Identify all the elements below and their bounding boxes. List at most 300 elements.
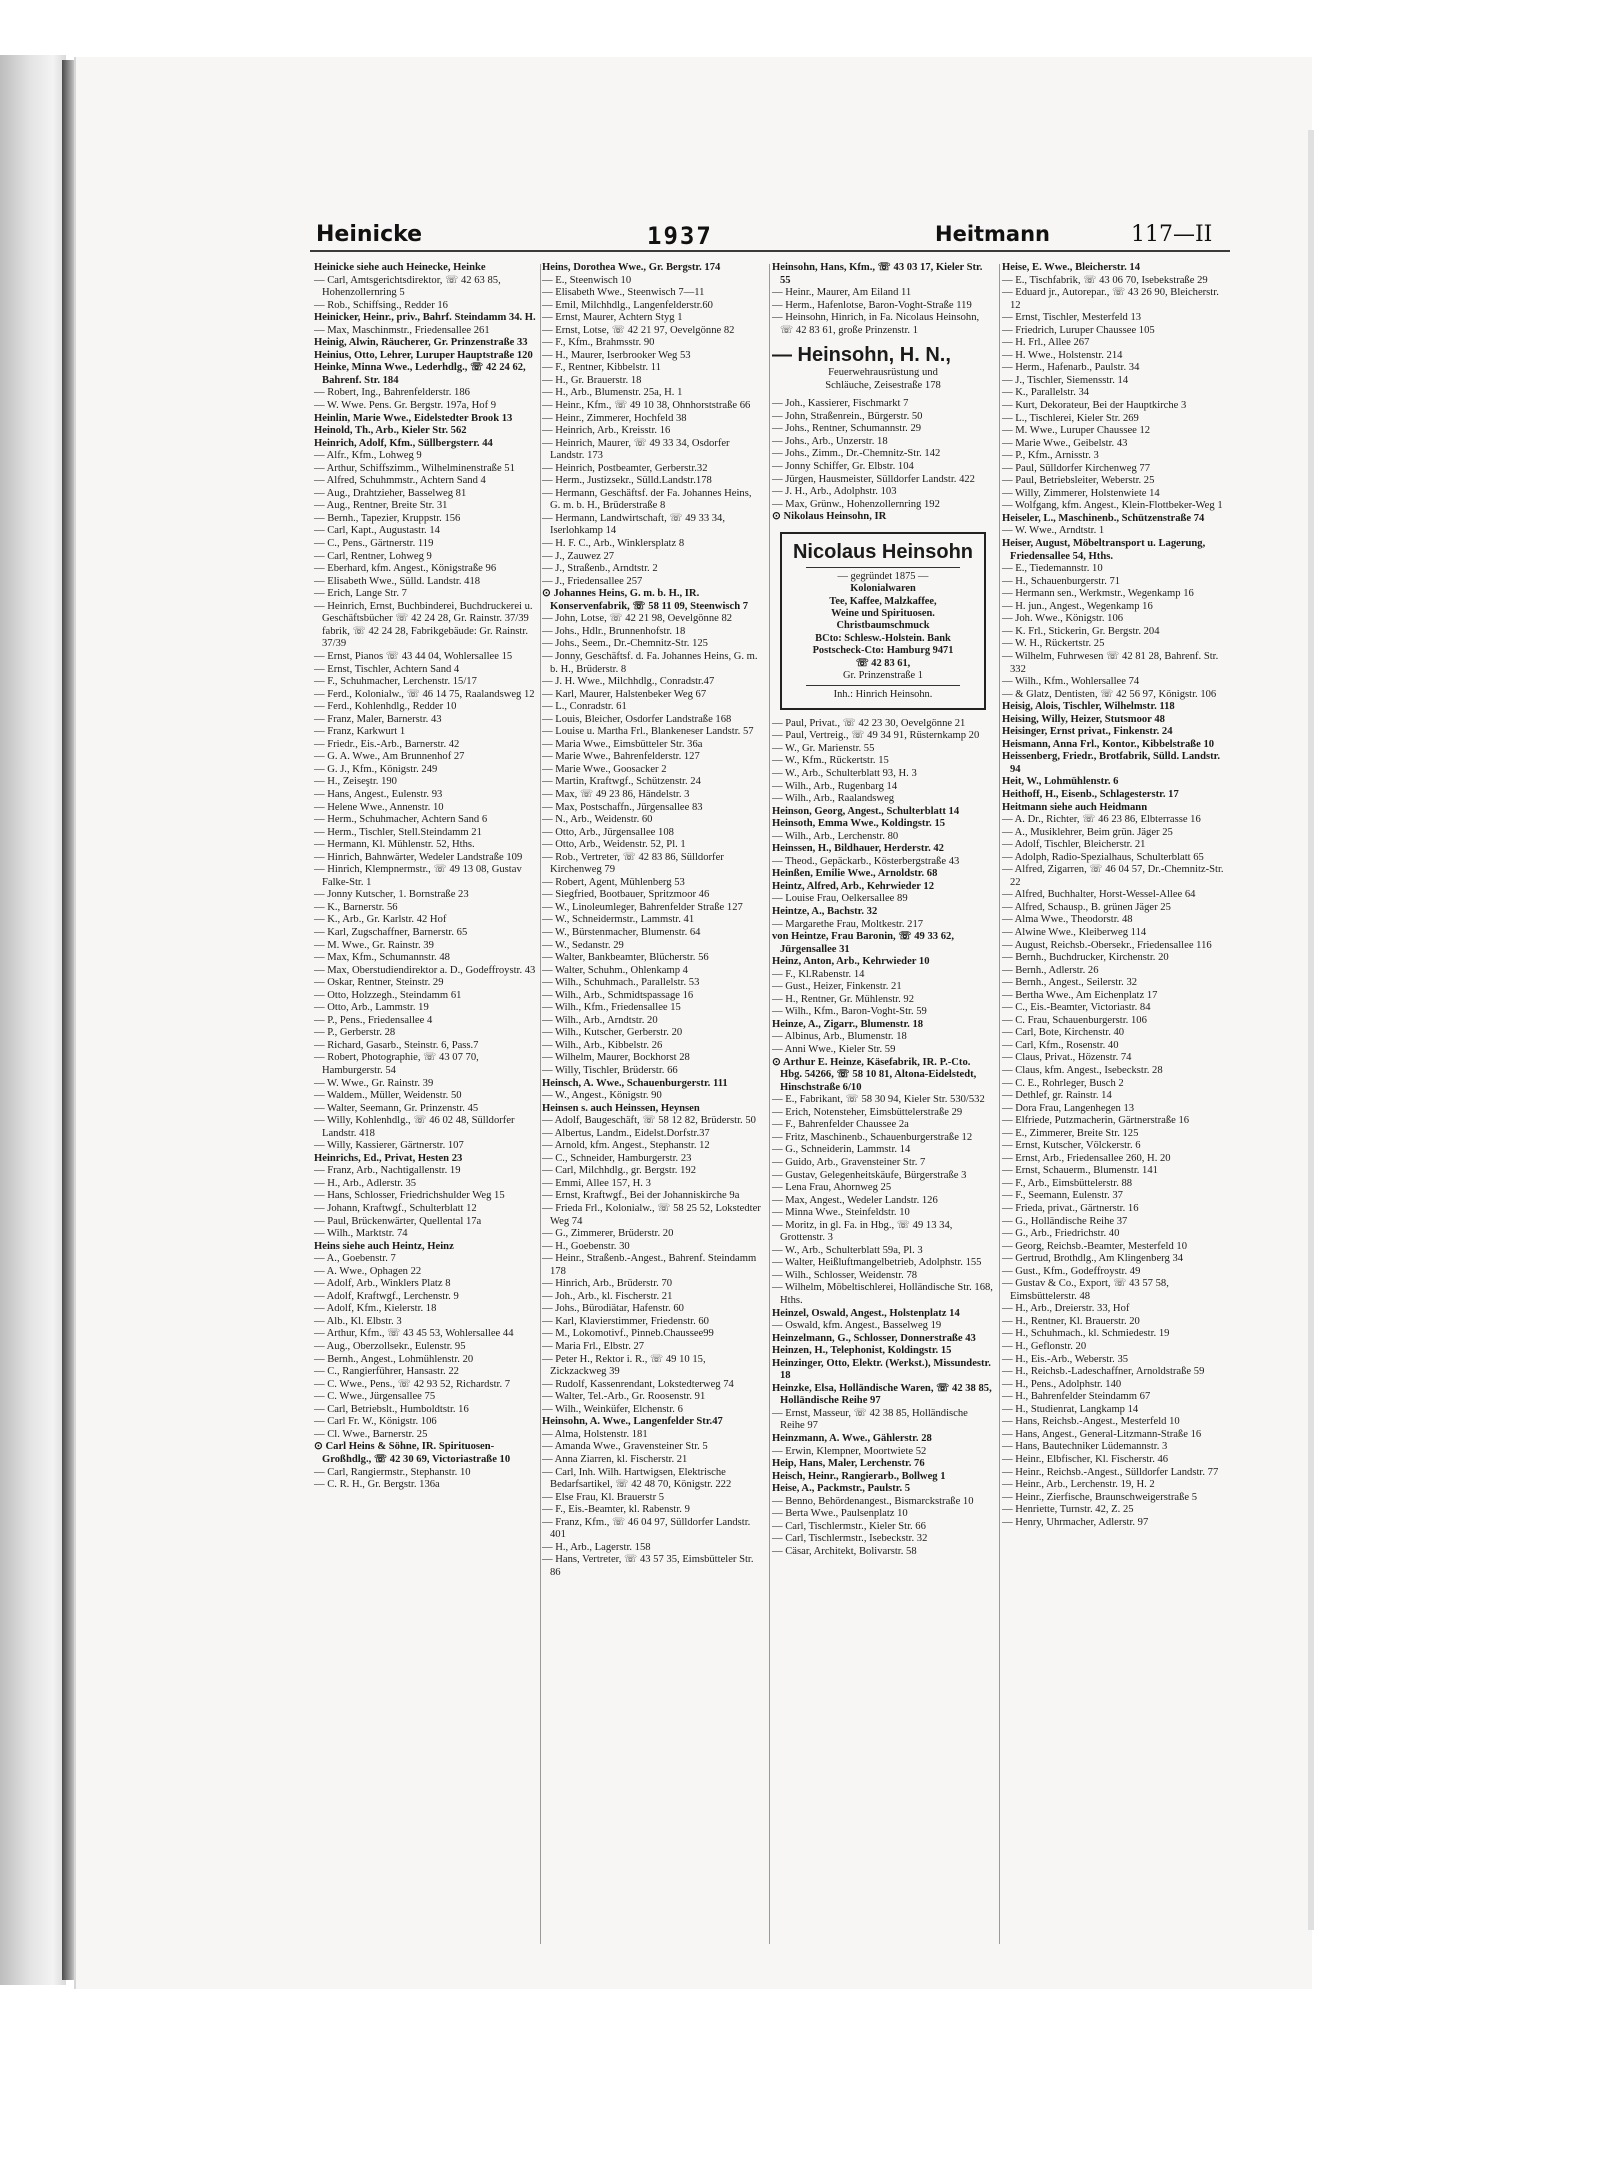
directory-entry: Heinson, Georg, Angest., Schulterblatt 14 bbox=[772, 805, 960, 817]
directory-entry: — Joh., Kassierer, Fischmarkt 7 bbox=[772, 398, 909, 410]
directory-entry: — Adolf, Arb., Winklers Platz 8 bbox=[314, 1278, 451, 1290]
directory-entry: — Herm., Hafenarb., Paulstr. 34 bbox=[1002, 362, 1140, 374]
directory-entry: — Fritz, Maschinenb., Schauenburgerstraße 12 bbox=[772, 1131, 973, 1143]
directory-entry: — W., Kfm., Rückertstr. 15 bbox=[772, 755, 889, 767]
directory-entry: — Kurt, Dekorateur, Bei der Hauptkirche 3 bbox=[1002, 400, 1187, 412]
ad-nicolaus-line: Inh.: Hinrich Heinsohn. bbox=[833, 689, 933, 701]
directory-entry: — K., Arb., Gr. Karlstr. 42 Hof bbox=[314, 914, 447, 926]
directory-entry: — Margarethe Frau, Moltkestr. 217 bbox=[772, 918, 924, 930]
directory-entry: — Walter, Bankbeamter, Blücherstr. 56 bbox=[542, 952, 709, 964]
directory-entry: Heinßen, Emilie Wwe., Arnoldstr. 68 bbox=[772, 868, 938, 880]
directory-entry: Heins, Dorothea Wwe., Gr. Bergstr. 174 bbox=[542, 262, 721, 273]
directory-entry: — Martin, Kraftwgf., Schützenstr. 24 bbox=[542, 776, 701, 788]
directory-entry: — H., Zeiseştr. 190 bbox=[314, 776, 397, 788]
running-head-last-entry: Heitmann bbox=[935, 222, 1051, 246]
ad-heinsohn-hn-line: Schläuche, Zeisestraße 178 bbox=[825, 379, 941, 391]
directory-entry: — Heinsohn, Hinrich, in Fa. Nicolaus Heinsohn, ☏ 42 83 61, große Prinzenstr. 1 bbox=[772, 312, 980, 336]
directory-entry: — Friedrich, Luruper Chaussee 105 bbox=[1002, 324, 1155, 336]
directory-entry: — Arthur, Schiffszimm., Wilhelminenstraße 51 bbox=[314, 462, 515, 474]
directory-entry: Heising, Willy, Heizer, Stutsmoor 48 bbox=[1002, 713, 1165, 725]
directory-entry: Heinig, Alwin, Räucherer, Gr. Prinzenstraße 33 bbox=[314, 337, 528, 349]
directory-entry: Heintz, Alfred, Arb., Kehrwieder 12 bbox=[772, 880, 935, 892]
directory-entry: — F., Kl.Rabenstr. 14 bbox=[772, 968, 865, 980]
directory-entry: — C., Eis.-Beamter, Victoriastr. 84 bbox=[1002, 1002, 1151, 1014]
directory-entry: — H. Wwe., Holstenstr. 214 bbox=[1002, 349, 1123, 361]
directory-entry: — H., Arb., Dreierstr. 33, Hof bbox=[1002, 1303, 1130, 1315]
directory-entry: — Johs., Rentner, Schumannstr. 29 bbox=[772, 423, 922, 435]
directory-entry: — Louise u. Martha Frl., Blankeneser Landstr. 57 bbox=[542, 726, 754, 738]
directory-entry: — Herm., Hafenlotse, Baron-Voght-Straße 119 bbox=[772, 299, 972, 311]
directory-entry: — Hans, Reichsb.-Angest., Mesterfeld 10 bbox=[1002, 1416, 1180, 1428]
directory-entry: — F., Schuhmacher, Lerchenstr. 15/17 bbox=[314, 676, 477, 688]
ad-heinsohn-hn-name: — Heinsohn, H. N., bbox=[772, 344, 951, 367]
directory-entry: Heinsen s. auch Heinssen, Heynsen bbox=[542, 1102, 700, 1114]
directory-entry: — Berta Wwe., Paulsenplatz 10 bbox=[772, 1508, 908, 1520]
directory-entry: — A., Goebenstr. 7 bbox=[314, 1253, 396, 1265]
directory-entry: — Erich, Notensteher, Eimsbüttelerstraße 29 bbox=[772, 1106, 963, 1118]
directory-entry: Heinrichs, Ed., Privat, Hesten 23 bbox=[314, 1152, 463, 1164]
directory-entry: — Carl, Kfm., Rosenstr. 40 bbox=[1002, 1039, 1119, 1051]
directory-entry: — P., Kfm., Arnisstr. 3 bbox=[1002, 450, 1099, 462]
directory-entry: — Heinr., Zierfische, Braunschweigerstraße 5 bbox=[1002, 1491, 1198, 1503]
directory-entry: — H., Goebenstr. 30 bbox=[542, 1240, 630, 1252]
directory-entry: — E., Tiedemannstr. 10 bbox=[1002, 563, 1103, 575]
directory-entry: Heinzelmann, G., Schlosser, Donnerstraße 43 bbox=[772, 1332, 976, 1344]
directory-entry: — Friedr., Eis.-Arb., Barnerstr. 42 bbox=[314, 738, 460, 750]
directory-entry: — Bertha Wwe., Am Eichenplatz 17 bbox=[1002, 989, 1158, 1001]
directory-entry: — Willy, Tischler, Brüderstr. 66 bbox=[542, 1065, 678, 1076]
directory-entry: Heinke, Minna Wwe., Lederhdlg., ☏ 42 24 62, Bahrenf. Str. 184 bbox=[314, 362, 526, 386]
directory-entry: — F., Bahrenfelder Chaussee 2a bbox=[772, 1119, 909, 1131]
directory-entry: — Otto, Arb., Weidenstr. 52, Pl. 1 bbox=[542, 839, 686, 851]
directory-entry: — Elisabeth Wwe., Steenwisch 7—11 bbox=[542, 287, 705, 299]
directory-entry: — Emil, Milchhdlg., Langenfelderstr.60 bbox=[542, 299, 713, 311]
directory-entry: Heiseler, L., Maschinenb., Schützenstraße 74 bbox=[1002, 512, 1205, 524]
directory-entry: — Louise Frau, Oelkersallee 89 bbox=[772, 893, 908, 905]
directory-entry: — Wilh., Arb., Raalandsweg bbox=[772, 793, 895, 805]
directory-entry: — Hinrich, Klempnermstr., ☏ 49 13 08, Gustav Falke-Str. 1 bbox=[314, 864, 522, 888]
directory-entry: Heinzke, Elsa, Holländische Waren, ☏ 42 38 85, Holländische Reihe 97 bbox=[772, 1382, 992, 1407]
directory-entry: — Herm., Schuhmacher, Achtern Sand 6 bbox=[314, 814, 488, 826]
directory-column-2 bbox=[542, 262, 764, 1579]
directory-entry: — A. Wwe., Ophagen 22 bbox=[314, 1265, 422, 1277]
ad-nicolaus-line: Christbaumschmuck bbox=[836, 620, 930, 632]
directory-entry: — Wilh., Marktstr. 74 bbox=[314, 1228, 408, 1240]
directory-entry: — F., Kfm., Brahmsstr. 90 bbox=[542, 337, 655, 349]
directory-entry: — W., Bürstenmacher, Blumenstr. 64 bbox=[542, 926, 701, 938]
directory-entry: — Minna Wwe., Steinfeldstr. 10 bbox=[772, 1207, 910, 1219]
directory-column-4 bbox=[1002, 262, 1224, 1529]
directory-entry: — E., Tischfabrik, ☏ 43 06 70, Isebekstraße 29 bbox=[1002, 274, 1208, 286]
column-3-entries-bottom bbox=[772, 718, 994, 1559]
directory-entry: — Alwine Wwe., Kleiberweg 114 bbox=[1002, 926, 1147, 938]
directory-entry: — Oswald, kfm. Angest., Basselweg 19 bbox=[772, 1320, 942, 1332]
directory-entry: — Marie Wwe., Geibelstr. 43 bbox=[1002, 437, 1128, 449]
directory-entry: von Heintze, Frau Baronin, ☏ 49 33 62, Jürgensallee 31 bbox=[772, 931, 954, 955]
directory-entry: — H., Schauenburgerstr. 71 bbox=[1002, 575, 1121, 587]
directory-entry: — Johann, Kraftwgf., Schulterblatt 12 bbox=[314, 1203, 477, 1215]
directory-entry: — J., Straßenb., Arndtstr. 2 bbox=[542, 563, 658, 575]
directory-entry: — Wilh., Arb., Rugenbarg 14 bbox=[772, 780, 898, 792]
directory-entry: — Max, Maschinmstr., Friedensallee 261 bbox=[314, 324, 490, 336]
directory-entry: — G. J., Kfm., Königstr. 249 bbox=[314, 763, 438, 775]
directory-entry: — Theod., Gepäckarb., Kösterbergstraße 43 bbox=[772, 855, 960, 867]
directory-entry: — Eberhard, kfm. Angest., Königstraße 96 bbox=[314, 563, 497, 575]
directory-entry: — Johs., Bürodiätar, Hafenstr. 60 bbox=[542, 1303, 684, 1315]
directory-entry: — Carl, Inh. Wilh. Hartwigsen, Elektrische Bedarfsartikel, ☏ 42 48 70, Königstr. 222 bbox=[542, 1466, 732, 1491]
directory-entry: — W., Schneidermstr., Lammstr. 41 bbox=[542, 914, 695, 926]
directory-entry: — Richard, Gasarb., Steinstr. 6, Pass.7 bbox=[314, 1039, 479, 1051]
directory-entry: — W. H., Rückertstr. 25 bbox=[1002, 638, 1105, 650]
directory-entry: — Rob., Vertreter, ☏ 42 83 86, Sülldorfer Kirchenweg 79 bbox=[542, 851, 724, 876]
directory-entry: — Otto, Arb., Lammstr. 19 bbox=[314, 1002, 429, 1014]
directory-entry: — Carl, Rentner, Lohweg 9 bbox=[314, 550, 432, 562]
directory-entry: — John, Lotse, ☏ 42 21 98, Oevelgönne 82 bbox=[542, 613, 733, 625]
directory-entry: — F., Eis.-Beamter, kl. Rabenstr. 9 bbox=[542, 1504, 690, 1516]
directory-entry: — H., Eis.-Arb., Weberstr. 35 bbox=[1002, 1353, 1129, 1365]
directory-entry: — Carl Fr. W., Königstr. 106 bbox=[314, 1416, 437, 1428]
directory-entry: — Carl, Tischlermstr., Kieler Str. 66 bbox=[772, 1520, 926, 1532]
ad-divider bbox=[806, 567, 960, 568]
directory-entry: — Adolph, Radio-Spezialhaus, Schulterblatt 65 bbox=[1002, 851, 1204, 863]
directory-entry: — M. Wwe., Luruper Chaussee 12 bbox=[1002, 425, 1151, 437]
directory-entry: — Dora Frau, Langenhegen 13 bbox=[1002, 1102, 1135, 1114]
directory-entry: — Gust., Kfm., Godeffroystr. 49 bbox=[1002, 1265, 1141, 1277]
directory-entry: ⊙ Johannes Heins, G. m. b. H., IR. Konservenfabrik, ☏ 58 11 09, Steenwisch 7 bbox=[542, 588, 749, 612]
directory-entry: ⊙ Nikolaus Heinsohn, IR bbox=[772, 511, 887, 523]
directory-entry: — H., Studienrat, Langkamp 14 bbox=[1002, 1403, 1139, 1415]
directory-entry: — Herm., Justizsekr., Sülld.Landstr.178 bbox=[542, 475, 712, 487]
directory-entry: — Karl, Zugschaffner, Barnerstr. 65 bbox=[314, 926, 468, 938]
directory-entry: — Carl, Rangiermstr., Stephanstr. 10 bbox=[314, 1466, 471, 1478]
directory-entry: — Wilh., Arb., Schmidtspassage 16 bbox=[542, 989, 694, 1001]
directory-entry: — Ernst, Lotse, ☏ 42 21 97, Oevelgönne 82 bbox=[542, 324, 735, 336]
directory-entry: — Ernst, Arb., Friedensallee 260, H. 20 bbox=[1002, 1152, 1171, 1164]
directory-entry: — Max, Oberstudiendirektor a. D., Godeffroystr. 43 bbox=[314, 964, 536, 976]
directory-entry: — Adolf, Baugeschäft, ☏ 58 12 82, Brüderstr. 50 bbox=[542, 1115, 756, 1127]
directory-entry: — H., Bahrenfelder Steindamm 67 bbox=[1002, 1391, 1151, 1403]
directory-entry: — L., Tischlerei, Kieler Str. 269 bbox=[1002, 412, 1139, 424]
directory-entry: — Guido, Arb., Gravensteiner Str. 7 bbox=[772, 1156, 926, 1168]
directory-entry: — Robert, Agent, Mühlenberg 53 bbox=[542, 876, 685, 888]
directory-entry: — W., Arb., Schulterblatt 93, H. 3 bbox=[772, 768, 917, 779]
directory-entry: — Jonny, Geschäftsf. d. Fa. Johannes Heins, G. m. b. H., Brüderstr. 8 bbox=[542, 650, 758, 675]
column-divider bbox=[999, 264, 1000, 1944]
directory-entry: — Joh. Wwe., Königstr. 106 bbox=[1002, 613, 1124, 625]
directory-entry: — Heinrich, Postbeamter, Gerberstr.32 bbox=[542, 462, 708, 474]
directory-entry: — Ernst, Masseur, ☏ 42 38 85, Holländische Reihe 97 bbox=[772, 1407, 968, 1432]
directory-entry: — Albertus, Landm., Eidelst.Dorfstr.37 bbox=[542, 1127, 710, 1139]
directory-entry: — Max, Kfm., Schumannstr. 48 bbox=[314, 952, 450, 964]
header-rule bbox=[310, 250, 1230, 252]
directory-entry: — Moritz, in gl. Fa. in Hbg., ☏ 49 13 34, Grottenstr. 3 bbox=[772, 1219, 953, 1244]
directory-entry: — Elfriede, Putzmacherin, Gärtnerstraße 16 bbox=[1002, 1115, 1190, 1127]
directory-entry: — Maria Wwe., Eimsbütteler Str. 36a bbox=[542, 738, 703, 750]
directory-entry: — H. Frl., Allee 267 bbox=[1002, 337, 1090, 349]
directory-entry: — John, Straßenrein., Bürgerstr. 50 bbox=[772, 410, 923, 422]
directory-entry: — Helene Wwe., Annenstr. 10 bbox=[314, 801, 444, 813]
directory-entry: — Alfred, Schuhmmstr., Achtern Sand 4 bbox=[314, 475, 486, 487]
directory-entry: — Heinrich, Ernst, Buchbinderei, Buchdruckerei u. Geschäftsbücher ☏ 42 24 28, Gr. Rainstr. 37/39 fabrik, ☏ 42 24 28, Fabrikgebäude: Gr. Rainstr. 37/39 bbox=[314, 600, 533, 650]
directory-entry: Heisch, Heinr., Rangierarb., Bollweg 1 bbox=[772, 1470, 946, 1482]
directory-entry: Heiser, August, Möbeltransport u. Lagerung, Friedensallee 54, Hths. bbox=[1002, 538, 1206, 562]
directory-entry: — Walter, Tel.-Arb., Gr. Roosenstr. 91 bbox=[542, 1391, 706, 1403]
directory-entry: Heissenberg, Friedr., Brotfabrik, Sülld. Landstr. 94 bbox=[1002, 751, 1220, 775]
directory-entry: — Wilh., Kutscher, Gerberstr. 20 bbox=[542, 1027, 683, 1039]
directory-entry: — Adolf, Kraftwgf., Lerchenstr. 9 bbox=[314, 1290, 459, 1302]
directory-entry: — Frieda Frl., Kolonialw., ☏ 58 25 52, Lokstedter Weg 74 bbox=[542, 1203, 761, 1227]
directory-entry: — Franz, Maler, Barnerstr. 43 bbox=[314, 713, 442, 725]
directory-entry: — G. A. Wwe., Am Brunnenhof 27 bbox=[314, 751, 465, 763]
directory-entry: — Heinr., Straßenb.-Angest., Bahrenf. Steindamm 178 bbox=[542, 1253, 757, 1277]
directory-entry: — C., Pens., Gärtnerstr. 119 bbox=[314, 538, 434, 550]
directory-entry: — Adolf, Kfm., Kielerstr. 18 bbox=[314, 1303, 437, 1315]
directory-entry: — K., Parallelstr. 34 bbox=[1002, 387, 1090, 399]
directory-entry: — Herm., Tischler, Stell.Steindamm 21 bbox=[314, 826, 482, 838]
directory-entry: — Rudolf, Kassenrendant, Lokstedterweg 74 bbox=[542, 1378, 734, 1390]
directory-entry: — Lena Frau, Ahornweg 25 bbox=[772, 1182, 892, 1194]
directory-entry: — Alfr., Kfm., Lohweg 9 bbox=[314, 450, 422, 462]
directory-entry: — J., Tischler, Siemensstr. 14 bbox=[1002, 374, 1129, 386]
directory-entry: — Ernst, Tischler, Achtern Sand 4 bbox=[314, 663, 460, 675]
directory-entry: — Ernst, Tischler, Mesterfeld 13 bbox=[1002, 312, 1142, 324]
directory-entry: — Benno, Behördenangest., Bismarckstraße 10 bbox=[772, 1495, 974, 1507]
directory-entry: — G., Schneiderin, Lammstr. 14 bbox=[772, 1144, 911, 1156]
directory-entry: — W., Linoleumleger, Bahrenfelder Straße 127 bbox=[542, 901, 743, 913]
directory-entry: — W., Angest., Königstr. 90 bbox=[542, 1090, 662, 1102]
ad-nicolaus-name: Nicolaus Heinsohn bbox=[792, 540, 974, 563]
directory-entry: — Cäsar, Architekt, Bolivarstr. 58 bbox=[772, 1545, 917, 1557]
directory-entry: — Max, Angest., Wedeler Landstr. 126 bbox=[772, 1194, 938, 1206]
directory-entry: — Wilh., Schuhmach., Parallelstr. 53 bbox=[542, 977, 700, 989]
directory-entry: — Erich, Lange Str. 7 bbox=[314, 588, 407, 600]
directory-entry: Heinzel, Oswald, Angest., Holstenplatz 14 bbox=[772, 1307, 960, 1319]
directory-entry: — Wilh., Weinküfer, Elchenstr. 6 bbox=[542, 1403, 683, 1415]
directory-entry: — C. Frau, Schauenburgerstr. 106 bbox=[1002, 1014, 1147, 1026]
directory-entry: Heintze, A., Bachstr. 32 bbox=[772, 906, 878, 918]
directory-entry: — N., Arb., Weidenstr. 60 bbox=[542, 814, 653, 826]
directory-entry: — W., Sedanstr. 29 bbox=[542, 939, 624, 951]
directory-entry: — C., Rangierführer, Hansastr. 22 bbox=[314, 1366, 459, 1378]
directory-entry: — Peter H., Rektor i. R., ☏ 49 10 15, Zickzackweg 39 bbox=[542, 1353, 706, 1378]
directory-entry: — Willy, Kassierer, Gärtnerstr. 107 bbox=[314, 1140, 464, 1152]
directory-entry: Heinsch, A. Wwe., Schauenburgerstr. 111 bbox=[542, 1077, 728, 1089]
directory-entry: — Eduard jr., Autorepar., ☏ 43 26 90, Bleicherstr. 12 bbox=[1002, 287, 1219, 311]
directory-entry: — Elisabeth Wwe., Sülld. Landstr. 418 bbox=[314, 575, 481, 587]
directory-entry: — Louis, Bleicher, Osdorfer Landstraße 168 bbox=[542, 713, 732, 725]
directory-entry: Heinsohn, Hans, Kfm., ☏ 43 03 17, Kieler Str. 55 bbox=[772, 262, 983, 286]
scan-top-border bbox=[0, 0, 1600, 50]
directory-entry: — Claus, kfm. Angest., Isebeckstr. 28 bbox=[1002, 1065, 1163, 1076]
directory-entry: — Ernst, Schauerm., Blumenstr. 141 bbox=[1002, 1165, 1158, 1177]
ad-nicolaus-line: Gr. Prinzenstraße 1 bbox=[843, 670, 923, 681]
ad-nicolaus-line: — gegründet 1875 — bbox=[837, 570, 929, 582]
directory-entry: — J., Friedensallee 257 bbox=[542, 575, 643, 587]
directory-entry: — K. Frl., Stickerin, Gr. Bergstr. 204 bbox=[1002, 625, 1160, 637]
directory-entry: — Max, ☏ 49 23 86, Händelstr. 3 bbox=[542, 788, 690, 800]
directory-entry: — M. Wwe., Gr. Rainstr. 39 bbox=[314, 939, 434, 951]
directory-entry: — August, Reichsb.-Obersekr., Friedensallee 116 bbox=[1002, 939, 1212, 951]
directory-entry: — Paul, Betriebsleiter, Weberstr. 25 bbox=[1002, 475, 1155, 487]
directory-entry: — F., Rentner, Kibbelstr. 11 bbox=[542, 362, 661, 374]
ad-nicolaus-line: Kolonialwaren bbox=[850, 583, 916, 595]
directory-entry: — W. Wwe. Pens. Gr. Bergstr. 197a, Hof 9 bbox=[314, 400, 497, 412]
directory-entry: Heisinger, Ernst privat., Finkenstr. 24 bbox=[1002, 726, 1173, 738]
directory-entry: — Alma, Holstenstr. 181 bbox=[542, 1428, 648, 1440]
directory-entry: — M., Lokomotivf., Pinneb.Chaussee99 bbox=[542, 1328, 714, 1340]
directory-entry: — Joh., Arb., kl. Fischerstr. 21 bbox=[542, 1290, 673, 1302]
directory-entry: ⊙ Arthur E. Heinze, Käsefabrik, IR. P.-Cto. Hbg. 54266, ☏ 58 10 81, Altona-Eidelstedt, Hinschstraße 6/10 bbox=[772, 1056, 977, 1093]
directory-entry: — W. Wwe., Arndtstr. 1 bbox=[1002, 525, 1105, 537]
directory-entry: — Hermann, Geschäftsf. der Fa. Johannes Heins, G. m. b. H., Brüderstraße 8 bbox=[542, 487, 752, 512]
directory-entry: — Erwin, Klempner, Moortwiete 52 bbox=[772, 1445, 927, 1457]
directory-entry: — G., Holländische Reihe 37 bbox=[1002, 1215, 1128, 1227]
directory-entry: — H. F. C., Arb., Winklersplatz 8 bbox=[542, 538, 685, 550]
directory-entry: — Wilhelm, Maurer, Bockhorst 28 bbox=[542, 1052, 690, 1064]
directory-entry: — Albinus, Arb., Blumenstr. 18 bbox=[772, 1031, 907, 1043]
directory-entry: — Carl, Betriebslt., Humboldtstr. 16 bbox=[314, 1403, 469, 1415]
directory-entry: — Henry, Uhrmacher, Adlerstr. 97 bbox=[1002, 1516, 1149, 1528]
directory-entry: — Hermann, Kl. Mühlenstr. 52, Hths. bbox=[314, 839, 475, 851]
directory-entry: — Carl, Bote, Kirchenstr. 40 bbox=[1002, 1027, 1125, 1039]
directory-entry: Heinze, A., Zigarr., Blumenstr. 18 bbox=[772, 1018, 924, 1030]
directory-entry: — Bernh., Buchdrucker, Kirchenstr. 20 bbox=[1002, 952, 1169, 964]
directory-entry: — Hans, Angest., Eulenstr. 93 bbox=[314, 788, 443, 800]
directory-entry: — W., Arb., Schulterblatt 59a, Pl. 3 bbox=[772, 1244, 923, 1256]
directory-entry: — Carl, Tischlermstr., Isebeckstr. 32 bbox=[772, 1533, 928, 1545]
directory-entry: — Waldem., Müller, Weidenstr. 50 bbox=[314, 1090, 462, 1102]
directory-entry: — H., Rentner, Kl. Brauerstr. 20 bbox=[1002, 1315, 1140, 1327]
directory-entry: — E., Steenwisch 10 bbox=[542, 274, 632, 286]
directory-entry: — Carl, Kapt., Augustastr. 14 bbox=[314, 525, 440, 537]
directory-entry: — Jonny Schiffer, Gr. Elbstr. 104 bbox=[772, 461, 914, 473]
directory-entry: — Robert, Photographie, ☏ 43 07 70, Hamburgerstr. 54 bbox=[314, 1052, 479, 1076]
page-right-edge bbox=[1308, 130, 1314, 1930]
directory-entry: Heip, Hans, Maler, Lerchenstr. 76 bbox=[772, 1458, 925, 1470]
directory-entry: — Gust., Heizer, Finkenstr. 21 bbox=[772, 981, 902, 993]
directory-entry: — Hermann sen., Werkmstr., Wegenkamp 16 bbox=[1002, 588, 1194, 600]
directory-entry: Heinicker, Heinr., priv., Bahrf. Steindamm 34. H. bbox=[314, 312, 536, 324]
directory-entry: — Paul, Privat., ☏ 42 23 30, Oevelgönne 21 bbox=[772, 717, 966, 729]
directory-entry: — Bernh., Adlerstr. 26 bbox=[1002, 964, 1099, 976]
directory-entry: — Franz, Karkwurt 1 bbox=[314, 726, 406, 738]
directory-entry: — H., Reichsb.-Ladeschaffner, Arnoldstraße 59 bbox=[1002, 1366, 1205, 1378]
directory-entry: — Paul, Vertreig., ☏ 49 34 91, Rüsternkamp 20 bbox=[772, 730, 980, 742]
directory-entry: Heinssen, H., Bildhauer, Herderstr. 42 bbox=[772, 843, 944, 855]
directory-entry: — K., Barnerstr. 56 bbox=[314, 901, 398, 913]
directory-entry: Heinrich, Adolf, Kfm., Süllbergsterr. 44 bbox=[314, 437, 493, 449]
directory-entry: — Oskar, Rentner, Steinstr. 29 bbox=[314, 977, 444, 989]
directory-entry: — W. Wwe., Gr. Rainstr. 39 bbox=[314, 1077, 434, 1089]
directory-entry: — Marie Wwe., Bahrenfelderstr. 127 bbox=[542, 751, 700, 763]
directory-entry: — Aug., Drahtzieher, Basselweg 81 bbox=[314, 487, 467, 499]
directory-entry: — L., Conradstr. 61 bbox=[542, 701, 627, 713]
directory-entry: — Walter, Schuhm., Ohlenkamp 4 bbox=[542, 964, 688, 976]
directory-entry: — Heinr., Zimmerer, Hochfeld 38 bbox=[542, 412, 687, 424]
directory-entry: — Robert, Ing., Bahrenfelderstr. 186 bbox=[314, 387, 470, 399]
directory-entry: — Ferd., Kohlenhdlg., Redder 10 bbox=[314, 701, 457, 713]
directory-entry: Heinicke siehe auch Heinecke, Heinke bbox=[314, 262, 486, 273]
directory-entry: — Hans, Vertreter, ☏ 43 57 35, Eimsbütteler Str. 86 bbox=[542, 1554, 754, 1578]
directory-entry: — H., Arb., Adlerstr. 35 bbox=[314, 1177, 417, 1189]
directory-entry: — H., Arb., Blumenstr. 25a, H. 1 bbox=[542, 387, 683, 399]
facing-page-edge bbox=[0, 55, 66, 1985]
ad-nicolaus-line: Weine und Spirituosen. bbox=[831, 607, 935, 619]
directory-entry: — Hans, Angest., General-Litzmann-Straße 16 bbox=[1002, 1428, 1202, 1440]
directory-entry: — E., Fabrikant, ☏ 58 30 94, Kieler Str. 530/532 bbox=[772, 1094, 985, 1106]
directory-entry: Heitmann siehe auch Heidmann bbox=[1002, 801, 1148, 813]
ad-nicolaus-line: ☏ 42 83 61, bbox=[855, 657, 911, 669]
ad-nicolaus-line: BCto: Schlesw.-Holstein. Bank bbox=[815, 632, 951, 644]
directory-entry: — Gustav & Co., Export, ☏ 43 57 58, Eimsbüttelerstr. 48 bbox=[1002, 1278, 1169, 1302]
directory-entry: Heinz, Anton, Arb., Kehrwieder 10 bbox=[772, 956, 930, 968]
directory-entry: — Carl, Milchhdlg., gr. Bergstr. 192 bbox=[542, 1165, 696, 1177]
directory-entry: — Heinr., Elbfischer, Kl. Fischerstr. 46 bbox=[1002, 1453, 1169, 1465]
directory-column-3 bbox=[772, 262, 994, 1558]
directory-entry: — A. Dr., Richter, ☏ 46 23 86, Elbterrasse 16 bbox=[1002, 814, 1201, 826]
directory-entry: — H., Gr. Brauerstr. 18 bbox=[542, 374, 642, 386]
advertisement-heinsohn-hn bbox=[772, 343, 994, 392]
directory-entry: — Henriette, Turnstr. 42, Z. 25 bbox=[1002, 1504, 1134, 1516]
directory-entry: — G., Zimmerer, Brüderstr. 20 bbox=[542, 1228, 674, 1240]
directory-entry: — Frieda, privat., Gärtnerstr. 16 bbox=[1002, 1203, 1139, 1215]
directory-entry: Heit, W., Lohmühlenstr. 6 bbox=[1002, 776, 1119, 788]
directory-entry: — Willy, Zimmerer, Holstenwiete 14 bbox=[1002, 487, 1160, 499]
directory-entry: — Karl, Klavierstimmer, Friedenstr. 60 bbox=[542, 1315, 709, 1327]
directory-entry: — Jürgen, Hausmeister, Sülldorfer Landstr. 422 bbox=[772, 473, 975, 485]
running-head-first-entry: Heinicke bbox=[316, 222, 423, 247]
directory-entry: — Willy, Kohlenhdlg., ☏ 46 02 48, Sülldorfer Landstr. 418 bbox=[314, 1115, 515, 1139]
column-3-entries-top bbox=[772, 262, 994, 337]
directory-entry: — Ferd., Kolonialw., ☏ 46 14 75, Raalandsweg 12 bbox=[314, 688, 535, 700]
column-divider bbox=[769, 264, 770, 1944]
ad-nicolaus-line: Tee, Kaffee, Malzkaffee, bbox=[829, 595, 937, 607]
directory-entry: — Amanda Wwe., Gravensteiner Str. 5 bbox=[542, 1441, 708, 1453]
directory-entry: Heisig, Alois, Tischler, Wilhelmstr. 118 bbox=[1002, 701, 1175, 713]
directory-entry: — Paul, Sülldorfer Kirchenweg 77 bbox=[1002, 462, 1150, 474]
directory-entry: — C. Wwe., Pens., ☏ 42 93 52, Richardstr. 7 bbox=[314, 1378, 511, 1390]
directory-entry: Heinsohn, A. Wwe., Langenfelder Str.47 bbox=[542, 1416, 723, 1428]
directory-entry: — Anna Ziarren, kl. Fischerstr. 21 bbox=[542, 1453, 688, 1465]
directory-entry: — Walter, Seemann, Gr. Prinzenstr. 45 bbox=[314, 1102, 479, 1114]
directory-entry: — H., Geflonstr. 20 bbox=[1002, 1341, 1087, 1353]
directory-entry: — Max, Postschaffn., Jürgensallee 83 bbox=[542, 801, 703, 813]
directory-entry: — Wilh., Arb., Kibbelstr. 26 bbox=[542, 1039, 663, 1051]
directory-entry: Heinzinger, Otto, Elektr. (Werkst.), Missundestr. 18 bbox=[772, 1357, 991, 1382]
directory-entry: Heinold, Th., Arb., Kieler Str. 562 bbox=[314, 425, 467, 437]
directory-entry: — Arnold, kfm. Angest., Stephanstr. 12 bbox=[542, 1140, 710, 1152]
directory-entry: — Wilh., Arb., Lerchenstr. 80 bbox=[772, 830, 899, 842]
directory-entry: — Hans, Bautechniker Lüdemannstr. 3 bbox=[1002, 1441, 1168, 1453]
directory-entry: — C., Schneider, Hamburgerstr. 23 bbox=[542, 1152, 692, 1164]
directory-entry: — Franz, Arb., Nachtigallenstr. 19 bbox=[314, 1165, 461, 1177]
directory-entry: — Wilh., Kfm., Wohlersallee 74 bbox=[1002, 676, 1140, 688]
advertisement-nicolaus-heinsohn bbox=[780, 532, 986, 710]
ad-divider bbox=[806, 685, 960, 686]
directory-entry: — Dethlef, gr. Rainstr. 14 bbox=[1002, 1090, 1112, 1102]
directory-entry: — C. E., Rohrleger, Busch 2 bbox=[1002, 1077, 1124, 1089]
directory-entry: — Johs., Seem., Dr.-Chemnitz-Str. 125 bbox=[542, 638, 708, 650]
directory-entry: — Else Frau, Kl. Brauerstr 5 bbox=[542, 1491, 665, 1503]
directory-entry: Heise, A., Packmstr., Paulstr. 5 bbox=[772, 1483, 911, 1495]
column-3-entries-middle bbox=[772, 398, 994, 523]
directory-entry: — Otto, Arb., Jürgensallee 108 bbox=[542, 826, 674, 838]
directory-entry: — Johs., Arb., Unzerstr. 18 bbox=[772, 435, 888, 447]
directory-entry: Heinzmann, A. Wwe., Gählerstr. 28 bbox=[772, 1432, 932, 1444]
directory-entry: Heithoff, H., Eisenb., Schlagesterstr. 17 bbox=[1002, 788, 1179, 800]
directory-entry: — H., Schuhmach., kl. Schmiedestr. 19 bbox=[1002, 1328, 1170, 1340]
directory-entry: — Arthur, Kfm., ☏ 43 45 53, Wohlersallee 44 bbox=[314, 1328, 514, 1340]
